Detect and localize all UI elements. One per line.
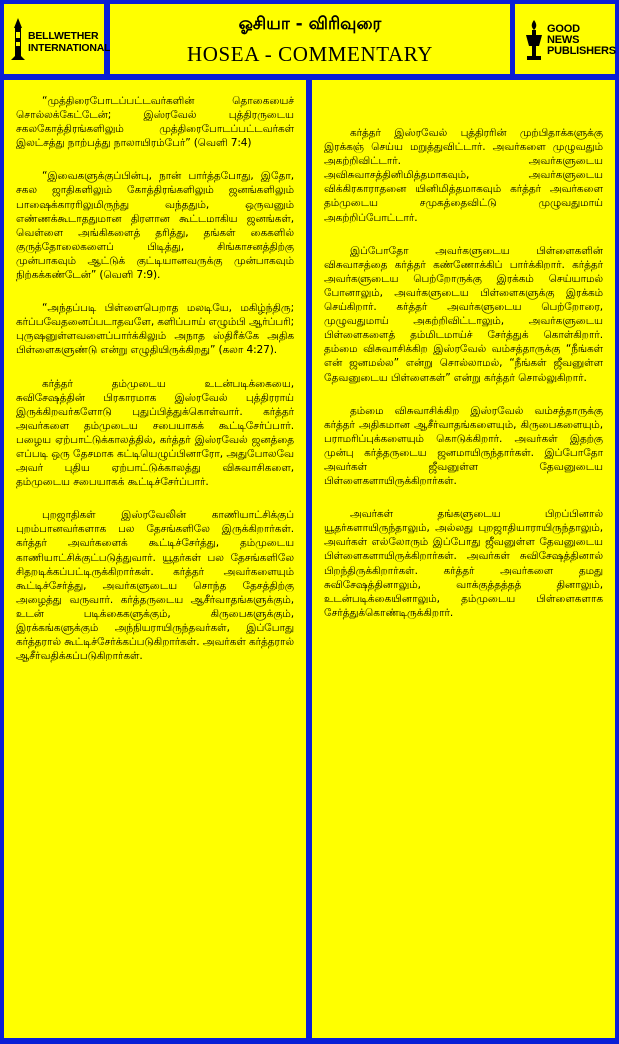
logo-right-text (547, 23, 616, 57)
logo-right-line2: PUBLISHERS (547, 45, 616, 57)
publisher-logo-left (4, 4, 111, 74)
logo-left-text (28, 30, 111, 54)
left-paragraph-3: “அந்தப்படி பிள்ளைபெறாத மலடியே, மகிழ்ந்திரு; கர்ப்பவேதனைப்படாதவளே, களிப்பாய் எழும்பி ஆர்ப்பரி; புருஷனுள்ளவளைப்பார்க்கிலும் அநாத ஸ்திரீக்கே அதிக பிள்ளைகளுண்டு என்று எழுதியிருக்கிறது” (கலா 4:27). (16, 302, 294, 357)
left-paragraph-2: “இவைகளுக்குப்பின்பு, நான் பார்த்தபோது, இதோ, சகல ஜாதிகளிலும் கோத்திரங்களிலும் ஜனங்களிலும் பாஷைக்காரரிலுமிருந்து வந்ததும், ஒருவனும் எண்ணக்கூடாததுமான திரளான கூட்டமாகிய ஜனங்கள், வெள்ளை அங்கிகளைத் தரித்து, தங்கள் கைகளில் குருத்தோலைகளைப் பிடித்து, சிங்காசனத்திற்கு முன்பாகவும் ஆட்டுக் குட்டியானவருக்கு முன்பாகவும் நிற்கக்கண்டேன்” (வெளி 7:9). (16, 170, 294, 282)
right-column (312, 80, 615, 1038)
left-paragraph-4: கர்த்தர் தம்முடைய உடன்படிக்கையை, சுவிசேஷத்தின் பிரகாரமாக இஸ்ரவேல் புத்திரராய் இருக்கிறவர்களோடு புதுப்பித்துக்கொள்வார். கர்த்தர் அவர்களை தம்முடைய சபையாகக் கூட்டிசேர்ப்பார். பழைய ஏற்பாட்டுக்காலத்தில், கர்த்தர் இஸ்ரவேல் ஜனத்தை எப்படி ஒரு தேசமாக கட்டியெழுப்பினாரோ, அதுபோலவே அவர் புதிய ஏற்பாட்டுக்காலத்து விசுவாசிகளை, தம்முடைய சபையாகக் கூட்டிச்சேர்ப்பார். (16, 377, 294, 489)
logo-left-line2: INTERNATIONAL (28, 42, 111, 54)
title-box (110, 4, 510, 74)
left-column (4, 80, 306, 1038)
right-paragraph-4: அவர்கள் தங்களுடைய பிறப்பினால் யூதர்களாயிருந்தாலும், அல்லது புறஜாதியாராயிருந்தாலும், அவர்கள் எல்லோரும் இப்போது ஜீவனுள்ள தேவனுடைய பிள்ளைகளாயிருக்கிறார்கள். அவர்கள் சுவிசேஷத்தினால் பிறந்திருக்கிறார்கள். கர்த்தர் அவர்களை தமது சுவிசேஷத்தினாலும், வாக்குத்தத்தத் தினாலும், உடன்படிக்கையினாலும், தம்முடைய பிள்ளைகளாக சேர்த்துக்கொண்டிருக்கிறார். (324, 508, 603, 619)
page-title-tamil: ஓசியா - விரிவுரை (238, 14, 382, 34)
logo-right-line1: GOOD NEWS (547, 23, 580, 46)
right-paragraph-1: கர்த்தர் இஸ்ரவேல் புத்திரரின் முற்பிதாக்களுக்கு இரக்கஞ் செய்ய மறுத்துவிட்டார். அவர்களை முழுவதும் அகற்றிவிட்டார். அவர்களுடைய அவிசுவாசத்தினிமித்தமாகவும், அவர்களுடைய விக்கிரகாராதனை யினிமித்தமாகவும் கர்த்தர் அவர்களை தம்முடைய சமுகத்தைவிட்டு முழுவதுமாய் அகற்றிப்போட்டார். (324, 127, 603, 224)
lamp-icon (523, 18, 545, 62)
right-paragraph-2: இப்போதோ அவர்களுடைய பிள்ளைகளின் விசுவாசத்தை கர்த்தர் கண்ணோக்கிப் பார்க்கிறார். கர்த்தர் அவர்களுடைய பெற்றோருக்கு இரக்கம் செய்யாமல் போனாலும், அவர்களுடைய பிள்ளைகளுக்கு இரக்கம் செய்கிறார். கர்த்தர் அவர்களுடைய பெற்றோரை, முழுவதுமாய் அகற்றிவிட்டாலும், அவர்களுடைய பிள்ளைகளைத் தம்மிடமாய்ச் சேர்த்துக் கொள்கிறார். தம்மை விசுவாசிக்கிற இஸ்ரவேல் வம்சத்தாருக்கு “நீங்கள் என் ஜனமல்ல” என்று சொல்லாமல், “நீங்கள் ஜீவனுள்ள தேவனுடைய பிள்ளைகள்” என்று கர்த்தர் சொல்லுகிறார். (324, 244, 603, 384)
publisher-logo-right (515, 4, 615, 74)
logo-left-line1: BELLWETHER (28, 30, 99, 42)
bell-tower-icon (9, 16, 27, 62)
left-paragraph-1: “முத்திரைபோடப்பட்டவர்களின் தொகையைச் சொல்லக்கேட்டேன்; இஸ்ரவேல் புத்திரருடைய சகலகோத்திரங்களிலும் முத்திரைபோடப்பட்டவர்கள் இலட்சத்து நாற்பத்து நாலாயிரம்பேர்” (வெளி 7:4) (16, 95, 294, 150)
page-title-english: HOSEA - COMMENTARY (187, 42, 433, 66)
right-paragraph-3: தம்மை விசுவாசிக்கிற இஸ்ரவேல் வம்சத்தாருக்கு கர்த்தர் அதிகமான ஆசீர்வாதங்களையும், கிருபைகளையும், பராமரிப்புக்களையும் கொடுக்கிறார். அவர்கள் இதற்கு முன்பு கர்த்தருடைய ஜனமாயிருந்தார்கள். இப்போதோ அவர்கள் ஜீவனுள்ள தேவனுடைய பிள்ளைகளாயிருக்கிறார்கள். (324, 404, 603, 488)
left-paragraph-5: புறஜாதிகள் இஸ்ரவேலின் காணியாட்சிக்குப் புறம்பானவர்களாக பல தேசங்களிலே இருக்கிறார்கள். கர்த்தர் அவர்களைக் கூட்டிச்சேர்த்து, தம்முடைய காணியாட்சிக்குட்படுத்துவார். யூதர்கள் பல தேசங்களிலே சிதறடிக்கப்பட்டிருக்கிறார்கள். கர்த்தர் அவர்களையும் கூட்டிச்சேர்த்து, அவர்களுடைய சொந்த தேசத்திற்கு அழைத்து வருவார். கர்த்தருடைய ஆசீர்வாதங்களுக்கும், உடன் படிக்கைகளுக்கும், கிருபைகளுக்கும், இரக்கங்களுக்கும் அந்நியராயிருந்தவர்கள், இப்போது கர்த்தரால் கூட்டிச்சேர்க்கப்படுகிறார்கள். அவர்கள் கர்த்தரால் ஆசீர்வதிக்கப்படுகிறார்கள். (16, 509, 294, 663)
